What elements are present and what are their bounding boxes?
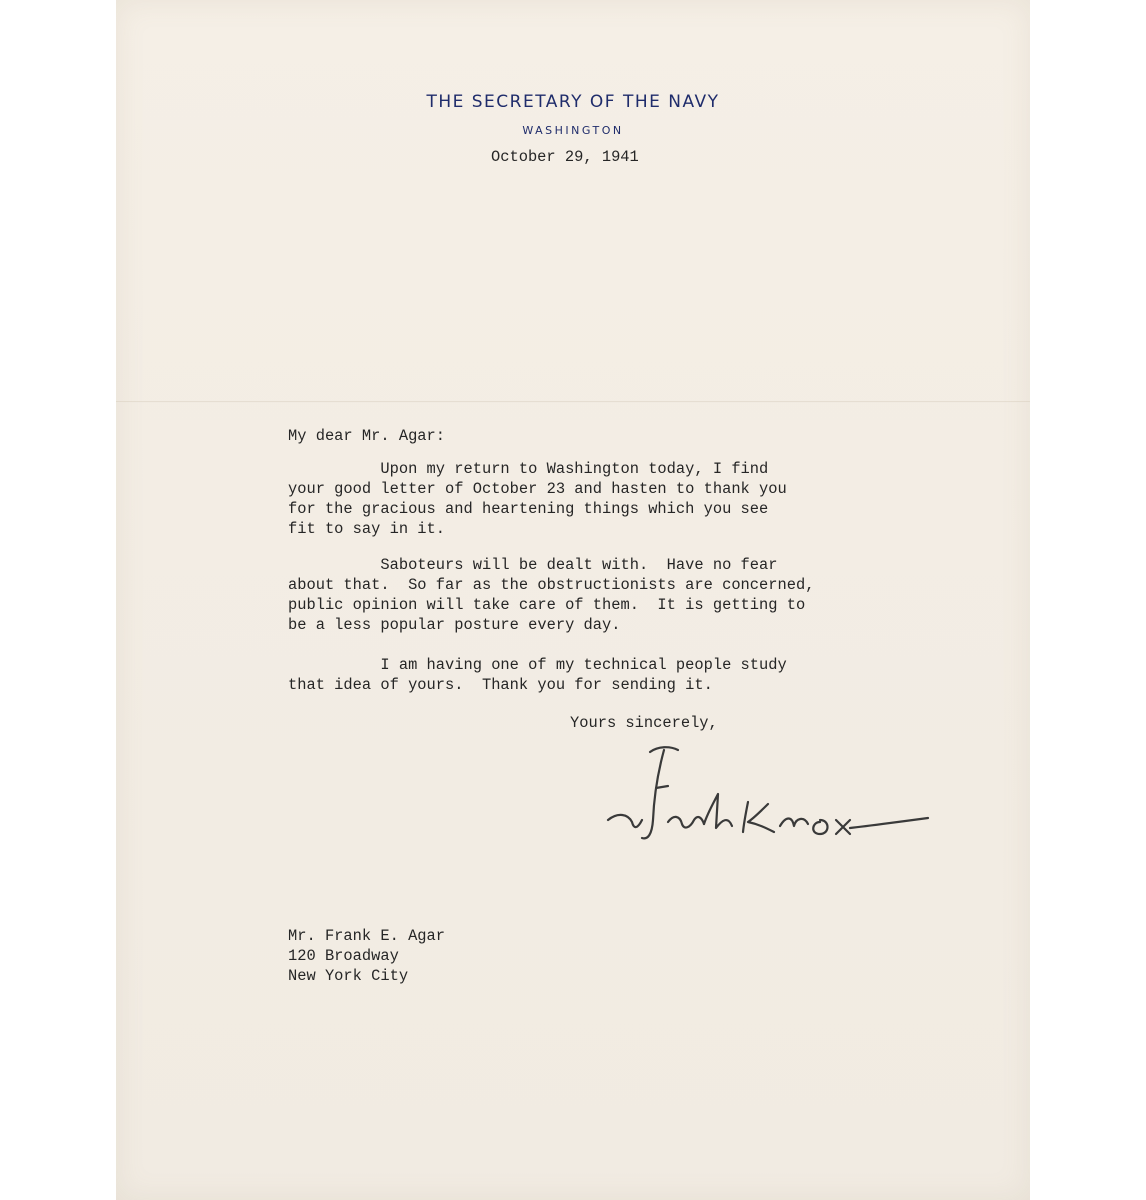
salutation: My dear Mr. Agar: xyxy=(288,427,446,445)
letter-date: October 29, 1941 xyxy=(491,148,639,166)
recipient-city: New York City xyxy=(288,967,409,985)
recipient-name: Mr. Frank E. Agar xyxy=(288,927,446,945)
paragraph-3: I am having one of my technical people study that idea of yours. Thank you for sending it. xyxy=(288,656,787,694)
paragraph-2: Saboteurs will be dealt with. Have no fear about that. So far as the obstructionists are concerned, public opinion will take care of them. It is getting to be a less popular posture every day. xyxy=(288,556,815,634)
paragraph-1: Upon my return to Washington today, I find your good letter of October 23 and hasten to thank you for the gracious and heartening things which you see fit to say in it. xyxy=(288,460,787,538)
letterhead-title: THE SECRETARY OF THE NAVY xyxy=(426,92,720,112)
recipient-street: 120 Broadway xyxy=(288,947,399,965)
letterhead-city: WASHINGTON xyxy=(522,124,624,137)
paper-fold-line xyxy=(116,401,1030,403)
signature xyxy=(598,742,943,852)
closing: Yours sincerely, xyxy=(570,714,718,732)
recipient-address xyxy=(288,926,445,986)
